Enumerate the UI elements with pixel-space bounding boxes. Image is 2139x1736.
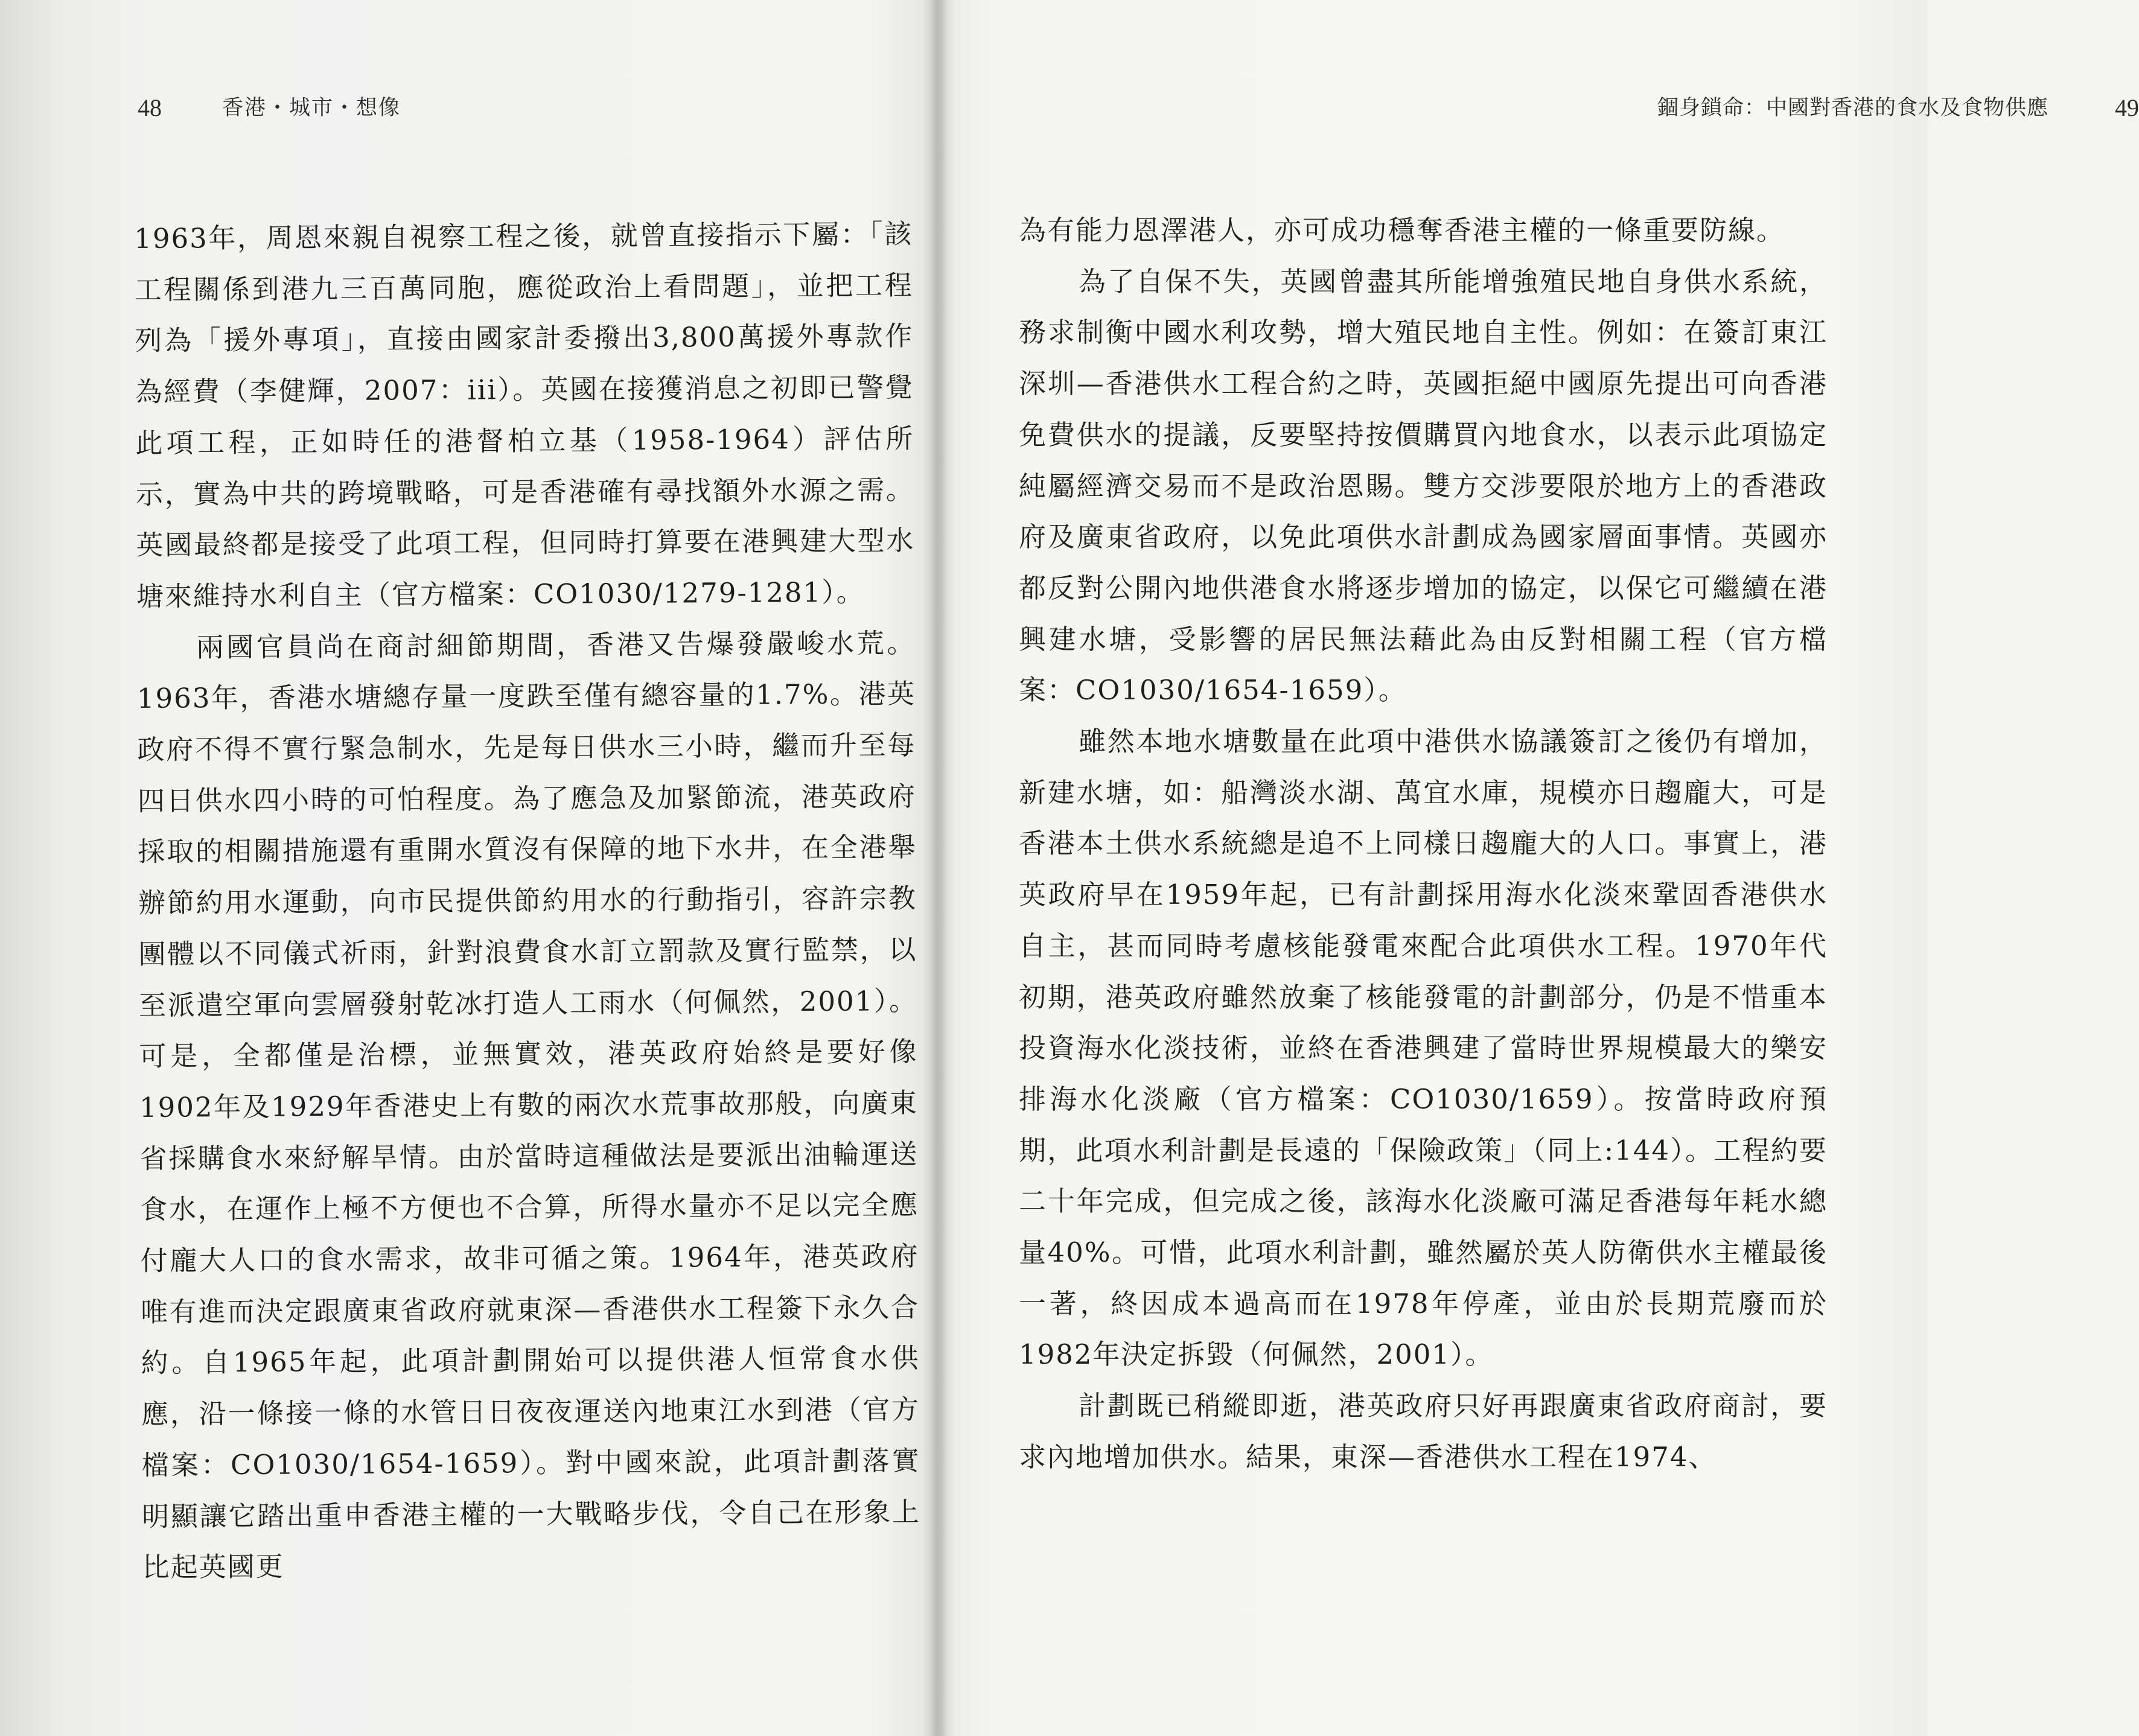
right-page-body [1019,205,1828,1483]
paragraph: 為有能力恩澤港人，亦可成功穩奪香港主權的一條重要防線。 [1019,214,1785,246]
paragraph: 兩國官員尚在商討細節期間，香港又告爆發嚴峻水荒。1963年，香港水塘總存量一度跌至僅有總容量的1.7%。港英政府不得不實行緊急制水，先是每日供水三小時，繼而升至每四日供水四小時的可怕程度。為了應急及加緊節流，港英政府採取的相關措施還有重開水質沒有保障的地下水井，在全港舉辦節約用水運動，向市民提供節約用水的行動指引，容許宗教團體以不同儀式祈雨，針對浪費食水訂立罰款及實行監禁，以至派遣空軍向雲層發射乾冰打造人工雨水（何佩然，2001）。可是，全都僅是治標，並無實效，港英政府始終是要好像1902年及1929年香港史上有數的兩次水荒事故那般，向廣東省採購食水來紓解旱情。由於當時這種做法是要派出油輪運送食水，在運作上極不方便也不合算，所得水量亦不足以完全應付龐大人口的食水需求，故非可循之策。1964年，港英政府唯有進而決定跟廣東省政府就東深—香港供水工程簽下永久合約。自1965年起，此項計劃開始可以提供港人恒常食水供應，沿一條接一條的水管日日夜夜運送內地東江水到港（官方檔案：CO1030/1654-1659）。對中國來說，此項計劃落實明顯讓它踏出重申香港主權的一大戰略步伐，令自己在形象上比起英國更 [136,626,921,1584]
right-page [942,0,2139,1736]
paragraph: 計劃既已稍縱即逝，港英政府只好再跟廣東省政府商討，要求內地增加供水。結果，東深—香港供水工程在1974、 [1019,1390,1828,1473]
paragraph: 1963年，周恩來親自視察工程之後，就曾直接指示下屬：「該工程關係到港九三百萬同胞，應從政治上看問題」，並把工程列為「援外專項」，直接由國家計委撥出3,800萬援外專款作為經費（李健輝，2007：iii）。英國在接獲消息之初即已警覺此項工程，正如時任的港督柏立基（1958-1964）評估所示，實為中共的跨境戰略，可是香港確有尋找額外水源之需。英國最終都是接受了此項工程，但同時打算要在港興建大型水塘來維持水利自主（官方檔案：CO1030/1279-1281）。 [134,218,915,612]
left-page [0,0,932,1736]
left-page-body [134,209,921,1594]
running-head: 錮身鎖命：中國對香港的食水及食物供應 [1657,96,2048,120]
running-head: 香港・城市・想像 [222,96,401,120]
paragraph: 為了自保不失，英國曾盡其所能增強殖民地自身供水系統，務求制衡中國水利攻勢，增大殖民地自主性。例如：在簽訂東江深圳—香港供水工程合約之時，英國拒絕中國原先提出可向香港免費供水的提議，反要堅持按價購買內地食水，以表示此項協定純屬經濟交易而不是政治恩賜。雙方交涉要限於地方上的香港政府及廣東省政府，以免此項供水計劃成為國家層面事情。英國亦都反對公開內地供港食水將逐步增加的協定，以保它可繼續在港興建水塘，受影響的居民無法藉此為由反對相關工程（官方檔案：CO1030/1654-1659）。 [1019,265,1828,707]
page-number: 49 [2115,94,2139,121]
paragraph: 雖然本地水塘數量在此項中港供水協議簽訂之後仍有增加，新建水塘，如：船灣淡水湖、萬宜水庫，規模亦日趨龐大，可是香港本土供水系統總是追不上同樣日趨龐大的人口。事實上，港英政府早在1959年起，已有計劃採用海水化淡來鞏固香港供水自主，甚而同時考慮核能發電來配合此項供水工程。1970年代初期，港英政府雖然放棄了核能發電的計劃部分，仍是不惜重本投資海水化淡技術，並終在香港興建了當時世界規模最大的樂安排海水化淡廠（官方檔案：CO1030/1659）。按當時政府預期，此項水利計劃是長遠的「保險政策」（同上:144）。工程約要二十年完成，但完成之後，該海水化淡廠可滿足香港每年耗水總量40%。可惜，此項水利計劃，雖然屬於英人防衛供水主權最後一著，終因成本過高而在1978年停產，並由於長期荒廢而於1982年決定拆毀（何佩然，2001）。 [1019,725,1828,1371]
page-number: 48 [138,94,162,121]
